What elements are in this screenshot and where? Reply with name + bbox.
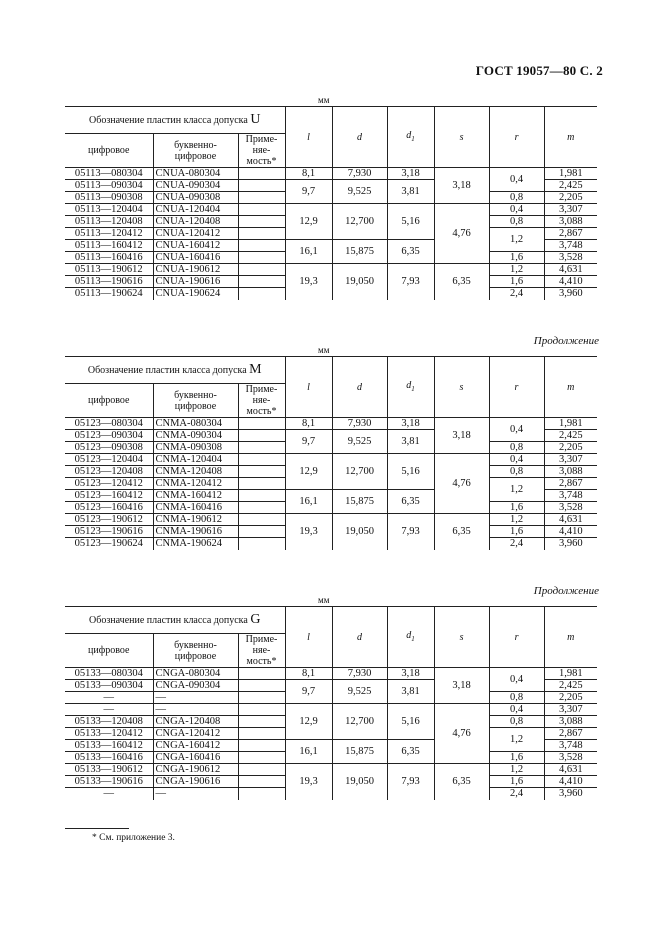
table-row xyxy=(65,704,597,716)
cell-alphanumeric: CNMA-190612 xyxy=(153,514,238,526)
cell-l: 12,9 xyxy=(285,454,332,490)
cell-m: 3,528 xyxy=(544,252,597,264)
cell-m: 1,981 xyxy=(544,168,597,180)
cell-r: 1,6 xyxy=(489,526,544,538)
cell-alphanumeric: CNUA-120408 xyxy=(153,216,238,228)
cell-d1: 6,35 xyxy=(387,740,434,764)
cell-applicability xyxy=(238,752,285,764)
cell-alphanumeric: CNUA-160412 xyxy=(153,240,238,252)
column-header-r-text: r xyxy=(514,131,519,143)
cell-alphanumeric: — xyxy=(153,704,238,716)
cell-r: 0,4 xyxy=(489,168,544,192)
column-header-d xyxy=(332,107,387,168)
column-header-m xyxy=(544,607,597,668)
group-header xyxy=(65,357,285,384)
cell-m: 3,960 xyxy=(558,287,583,299)
cell-r: 2,4 xyxy=(489,288,544,300)
group-header-label: Обозначение пластин класса допуска xyxy=(89,115,251,126)
cell-alphanumeric: CNUA-190624 xyxy=(153,288,238,300)
cell-r: 0,8 xyxy=(489,442,544,454)
column-header-l-text: l xyxy=(307,131,310,143)
data-table-u xyxy=(65,106,597,300)
column-header-m xyxy=(544,107,597,168)
cell-digital: 05133—120412 xyxy=(65,728,153,740)
column-header-r xyxy=(489,357,544,418)
table-row xyxy=(65,454,597,466)
subheader-digital: цифровое xyxy=(65,634,153,668)
cell-applicability xyxy=(238,788,285,800)
cell-s: 6,35 xyxy=(434,764,489,800)
cell-r: 0,8 xyxy=(489,716,544,728)
cell-l: 19,3 xyxy=(285,764,332,800)
cell-digital: — xyxy=(65,788,153,800)
cell-m: 3,307 xyxy=(544,454,597,466)
cell-m: 4,631 xyxy=(544,764,597,776)
cell-alphanumeric: CNUA-190612 xyxy=(153,264,238,276)
column-header-d1-subscript: 1 xyxy=(411,634,415,643)
column-header-m-text: m xyxy=(567,131,575,143)
cell-applicability xyxy=(238,704,285,716)
cell-r: 0,4 xyxy=(489,454,544,466)
table-row xyxy=(65,668,597,680)
cell-m: 2,867 xyxy=(544,228,597,240)
subheader-digital: цифровое xyxy=(65,384,153,418)
column-header-d-text: d xyxy=(357,131,363,143)
cell-d: 15,875 xyxy=(332,740,387,764)
cell-m: 2,425 xyxy=(544,430,597,442)
cell-l: 12,9 xyxy=(285,204,332,240)
cell-l: 16,1 xyxy=(285,740,332,764)
cell-applicability xyxy=(238,514,285,526)
cell-alphanumeric: CNMA-080304 xyxy=(153,418,238,430)
cell-r: 0,4 xyxy=(489,204,544,216)
cell-digital: 05113—120404 xyxy=(65,204,153,216)
cell-alphanumeric: — xyxy=(153,788,238,800)
cell-applicability xyxy=(238,764,285,776)
cell-r: 0,8 xyxy=(489,216,544,228)
column-header-r xyxy=(489,107,544,168)
cell-r: 1,2 xyxy=(489,514,544,526)
table-row xyxy=(65,418,597,430)
cell-digital: 05123—120408 xyxy=(65,466,153,478)
group-header xyxy=(65,607,285,634)
footnote-divider xyxy=(65,828,129,829)
column-header-l xyxy=(285,107,332,168)
cell-m: 3,307 xyxy=(544,704,597,716)
cell-digital: 05133—120408 xyxy=(65,716,153,728)
cell-r: 1,6 xyxy=(489,776,544,788)
cell-digital: 05123—120404 xyxy=(65,454,153,466)
cell-m: 2,425 xyxy=(544,180,597,192)
cell-digital: 05133—190612 xyxy=(65,764,153,776)
cell-m: 2,867 xyxy=(544,478,597,490)
subheader-alphanumeric: буквенно-цифровое xyxy=(153,384,238,418)
cell-digital: 05123—120412 xyxy=(65,478,153,490)
cell-digital: 05133—190616 xyxy=(65,776,153,788)
cell-d: 19,050 xyxy=(332,514,387,550)
cell-m: 3,307 xyxy=(544,204,597,216)
cell-r: 1,2 xyxy=(489,478,544,502)
cell-s: 4,76 xyxy=(434,454,489,514)
cell-digital: 05123—090304 xyxy=(65,430,153,442)
cell-l: 19,3 xyxy=(285,264,332,300)
cell-alphanumeric: CNMA-190624 xyxy=(153,538,238,550)
cell-m: 4,410 xyxy=(544,526,597,538)
cell-d: 19,050 xyxy=(332,764,387,800)
cell-m: 2,867 xyxy=(544,728,597,740)
column-header-d1 xyxy=(387,107,434,168)
cell-m: 1,981 xyxy=(544,418,597,430)
cell-applicability xyxy=(238,538,285,550)
tolerance-class: M xyxy=(249,362,262,377)
cell-l: 8,1 xyxy=(285,418,332,430)
cell-r: 0,8 xyxy=(489,692,544,704)
column-header-m-text: m xyxy=(567,381,575,393)
group-header-label: Обозначение пластин класса допуска xyxy=(87,365,250,376)
cell-applicability xyxy=(238,776,285,788)
table-row xyxy=(65,204,597,216)
cell-digital: 05113—120408 xyxy=(65,216,153,228)
cell-digital: 05113—090304 xyxy=(65,180,153,192)
cell-l: 9,7 xyxy=(285,430,332,454)
group-header-label: Обозначение пластин класса допуска xyxy=(89,615,251,626)
cell-d: 9,525 xyxy=(332,430,387,454)
cell-digital: 05133—160416 xyxy=(65,752,153,764)
cell-m: 3,088 xyxy=(544,216,597,228)
cell-applicability xyxy=(238,728,285,740)
cell-alphanumeric: CNMA-090308 xyxy=(153,442,238,454)
continuation-label: Продолжение xyxy=(533,335,599,347)
column-header-d xyxy=(332,607,387,668)
cell-d1: 3,18 xyxy=(387,168,434,180)
cell-alphanumeric: CNMA-120408 xyxy=(153,466,238,478)
cell-r: 1,2 xyxy=(489,228,544,252)
column-header-s-text: s xyxy=(459,131,464,143)
column-header-s-text: s xyxy=(459,381,464,393)
cell-alphanumeric: CNGA-120408 xyxy=(153,716,238,728)
column-header-d1-subscript: 1 xyxy=(411,384,415,393)
cell-s: 6,35 xyxy=(434,264,489,300)
cell-applicability xyxy=(238,442,285,454)
cell-alphanumeric: CNGA-160412 xyxy=(153,740,238,752)
column-header-s xyxy=(434,107,489,168)
cell-d: 15,875 xyxy=(332,490,387,514)
cell-alphanumeric: CNMA-120404 xyxy=(153,454,238,466)
cell-alphanumeric: CNMA-090304 xyxy=(153,430,238,442)
cell-m: 3,960 xyxy=(558,787,583,799)
cell-d: 12,700 xyxy=(332,454,387,490)
cell-alphanumeric: CNMA-120412 xyxy=(153,478,238,490)
cell-d1: 5,16 xyxy=(387,204,434,240)
cell-digital: 05113—120412 xyxy=(65,228,153,240)
column-header-d1-text: d xyxy=(406,129,412,141)
cell-digital: 05113—190616 xyxy=(65,276,153,288)
cell-d: 19,050 xyxy=(332,264,387,300)
cell-l: 16,1 xyxy=(285,240,332,264)
cell-alphanumeric: CNUA-090304 xyxy=(153,180,238,192)
cell-alphanumeric: CNGA-190612 xyxy=(153,764,238,776)
cell-d: 9,525 xyxy=(332,180,387,204)
cell-applicability xyxy=(238,180,285,192)
cell-digital: 05113—080304 xyxy=(65,168,153,180)
cell-alphanumeric: CNUA-160416 xyxy=(153,252,238,264)
cell-d1: 6,35 xyxy=(387,490,434,514)
cell-d: 7,930 xyxy=(332,418,387,430)
column-header-d-text: d xyxy=(357,631,363,643)
cell-applicability xyxy=(238,252,285,264)
cell-r: 0,4 xyxy=(489,704,544,716)
cell-m: 3,748 xyxy=(544,240,597,252)
cell-r: 0,8 xyxy=(489,466,544,478)
cell-applicability xyxy=(238,478,285,490)
cell-m: 3,528 xyxy=(544,502,597,514)
cell-applicability xyxy=(238,526,285,538)
cell-digital: 05123—190616 xyxy=(65,526,153,538)
cell-alphanumeric: CNGA-090304 xyxy=(153,680,238,692)
cell-r: 1,6 xyxy=(489,276,544,288)
cell-alphanumeric: — xyxy=(153,692,238,704)
cell-l: 9,7 xyxy=(285,180,332,204)
column-header-d1-text: d xyxy=(406,379,412,391)
cell-l: 19,3 xyxy=(285,514,332,550)
cell-applicability xyxy=(238,502,285,514)
cell-m: 2,205 xyxy=(544,692,597,704)
cell-m: 4,631 xyxy=(544,514,597,526)
cell-digital: 05133—090304 xyxy=(65,680,153,692)
cell-m: 1,981 xyxy=(544,668,597,680)
cell-alphanumeric: CNGA-080304 xyxy=(153,668,238,680)
cell-m: 2,425 xyxy=(544,680,597,692)
column-header-d-text: d xyxy=(357,381,362,393)
cell-alphanumeric: CNUA-080304 xyxy=(153,168,238,180)
cell-alphanumeric: CNUA-120404 xyxy=(153,204,238,216)
data-table-m xyxy=(65,356,597,550)
cell-d: 9,525 xyxy=(332,680,387,704)
cell-digital: 05113—160412 xyxy=(65,240,153,252)
cell-alphanumeric: CNGA-120412 xyxy=(153,728,238,740)
cell-m: 3,748 xyxy=(544,740,597,752)
tolerance-class: U xyxy=(250,112,261,127)
table-row xyxy=(65,514,597,526)
cell-d1: 5,16 xyxy=(387,454,434,490)
cell-m: 3,960 xyxy=(558,537,583,549)
cell-digital: — xyxy=(65,692,153,704)
footnote: * См. приложение 3. xyxy=(92,833,175,843)
cell-l: 9,7 xyxy=(285,680,332,704)
cell-applicability xyxy=(238,168,285,180)
cell-s: 4,76 xyxy=(434,704,489,764)
cell-r: 0,8 xyxy=(489,192,544,204)
cell-m: 4,410 xyxy=(544,276,597,288)
cell-s: 3,18 xyxy=(434,668,489,704)
unit-label: мм xyxy=(318,95,330,105)
cell-m: 3,088 xyxy=(544,716,597,728)
cell-digital: 05133—080304 xyxy=(65,668,153,680)
column-header-s xyxy=(434,607,489,668)
tolerance-class: G xyxy=(250,612,261,627)
cell-applicability xyxy=(238,216,285,228)
cell-digital: 05113—160416 xyxy=(65,252,153,264)
cell-r: 2,4 xyxy=(489,538,544,550)
cell-applicability xyxy=(238,204,285,216)
cell-m: 2,205 xyxy=(544,192,597,204)
cell-alphanumeric: CNMA-190616 xyxy=(153,526,238,538)
cell-r: 1,6 xyxy=(489,252,544,264)
cell-applicability xyxy=(238,264,285,276)
cell-applicability xyxy=(238,418,285,430)
cell-m: 2,205 xyxy=(544,442,597,454)
subheader-applicability: Приме-няе-мость* xyxy=(238,634,285,668)
cell-d1: 3,18 xyxy=(387,418,434,430)
cell-l: 8,1 xyxy=(285,168,332,180)
cell-d1: 3,81 xyxy=(387,180,434,204)
table-row xyxy=(65,168,597,180)
cell-applicability xyxy=(238,716,285,728)
cell-digital: 05133—160412 xyxy=(65,740,153,752)
cell-d1: 3,81 xyxy=(387,680,434,704)
cell-d1: 3,81 xyxy=(387,430,434,454)
cell-d: 12,700 xyxy=(332,704,387,740)
cell-d1: 7,93 xyxy=(387,514,434,550)
cell-digital: 05113—090308 xyxy=(65,192,153,204)
cell-r: 0,4 xyxy=(489,418,544,442)
cell-d: 15,875 xyxy=(332,240,387,264)
cell-digital: 05123—160416 xyxy=(65,502,153,514)
cell-applicability xyxy=(238,490,285,502)
cell-digital: 05113—190624 xyxy=(65,288,153,300)
cell-d1: 5,16 xyxy=(387,704,434,740)
table-row xyxy=(65,764,597,776)
subheader-digital: цифровое xyxy=(65,134,153,168)
page-header: ГОСТ 19057—80 С. 2 xyxy=(475,63,603,78)
data-table-g xyxy=(65,606,597,800)
cell-d1: 7,93 xyxy=(387,764,434,800)
cell-r: 1,2 xyxy=(489,764,544,776)
column-header-l-text: l xyxy=(307,631,310,643)
cell-r: 2,4 xyxy=(489,788,544,800)
cell-digital: — xyxy=(65,704,153,716)
cell-alphanumeric: CNUA-190616 xyxy=(153,276,238,288)
unit-label: мм xyxy=(318,595,330,605)
cell-l: 16,1 xyxy=(285,490,332,514)
cell-r: 0,4 xyxy=(489,668,544,692)
cell-applicability xyxy=(238,430,285,442)
cell-applicability xyxy=(238,466,285,478)
cell-r: 1,6 xyxy=(489,502,544,514)
cell-applicability xyxy=(238,276,285,288)
cell-applicability xyxy=(238,680,285,692)
cell-alphanumeric: CNGA-190616 xyxy=(153,776,238,788)
cell-m: 4,410 xyxy=(544,776,597,788)
cell-d: 12,700 xyxy=(332,204,387,240)
subheader-alphanumeric: буквенно-цифровое xyxy=(153,634,238,668)
cell-applicability xyxy=(238,228,285,240)
cell-alphanumeric: CNUA-120412 xyxy=(153,228,238,240)
column-header-d1 xyxy=(387,357,434,418)
cell-applicability xyxy=(238,288,285,300)
column-header-m xyxy=(544,357,597,418)
column-header-m-text: m xyxy=(567,631,575,643)
cell-s: 3,18 xyxy=(434,168,489,204)
cell-s: 3,18 xyxy=(434,418,489,454)
cell-r: 1,6 xyxy=(489,752,544,764)
cell-d: 7,930 xyxy=(332,168,387,180)
table-row xyxy=(65,264,597,276)
column-header-r-text: r xyxy=(514,381,519,393)
column-header-d1 xyxy=(387,607,434,668)
cell-m: 3,748 xyxy=(544,490,597,502)
cell-l: 8,1 xyxy=(285,668,332,680)
column-header-r xyxy=(489,607,544,668)
column-header-s xyxy=(434,357,489,418)
cell-r: 1,2 xyxy=(489,264,544,276)
cell-d1: 7,93 xyxy=(387,264,434,300)
cell-alphanumeric: CNUA-090308 xyxy=(153,192,238,204)
cell-applicability xyxy=(238,240,285,252)
cell-r: 1,2 xyxy=(489,728,544,752)
cell-d: 7,930 xyxy=(332,668,387,680)
column-header-l xyxy=(285,357,332,418)
group-header xyxy=(65,107,285,134)
column-header-l-text: l xyxy=(307,381,310,393)
cell-alphanumeric: CNGA-160416 xyxy=(153,752,238,764)
cell-m: 4,631 xyxy=(544,264,597,276)
cell-d1: 3,18 xyxy=(387,668,434,680)
subheader-applicability: Приме-няе-мость* xyxy=(238,134,285,168)
subheader-applicability: Приме-няе-мость* xyxy=(238,384,285,418)
cell-digital: 05113—190612 xyxy=(65,264,153,276)
cell-digital: 05123—160412 xyxy=(65,490,153,502)
cell-digital: 05123—190624 xyxy=(65,538,153,550)
cell-applicability xyxy=(238,668,285,680)
column-header-d xyxy=(332,357,387,418)
subheader-alphanumeric: буквенно-цифровое xyxy=(153,134,238,168)
cell-digital: 05123—090308 xyxy=(65,442,153,454)
column-header-d1-text: d xyxy=(406,629,412,641)
cell-m: 3,088 xyxy=(544,466,597,478)
cell-digital: 05123—190612 xyxy=(65,514,153,526)
cell-applicability xyxy=(238,740,285,752)
column-header-r-text: r xyxy=(514,631,519,643)
column-header-d1-subscript: 1 xyxy=(411,134,415,143)
cell-digital: 05123—080304 xyxy=(65,418,153,430)
cell-s: 4,76 xyxy=(434,204,489,264)
column-header-s-text: s xyxy=(459,631,464,643)
cell-m: 3,528 xyxy=(544,752,597,764)
cell-s: 6,35 xyxy=(434,514,489,550)
cell-applicability xyxy=(238,192,285,204)
cell-applicability xyxy=(238,692,285,704)
continuation-label: Продолжение xyxy=(533,585,599,597)
cell-alphanumeric: CNMA-160412 xyxy=(153,490,238,502)
unit-label: мм xyxy=(318,345,330,355)
cell-l: 12,9 xyxy=(285,704,332,740)
cell-applicability xyxy=(238,454,285,466)
cell-alphanumeric: CNMA-160416 xyxy=(153,502,238,514)
cell-d1: 6,35 xyxy=(387,240,434,264)
column-header-l xyxy=(285,607,332,668)
